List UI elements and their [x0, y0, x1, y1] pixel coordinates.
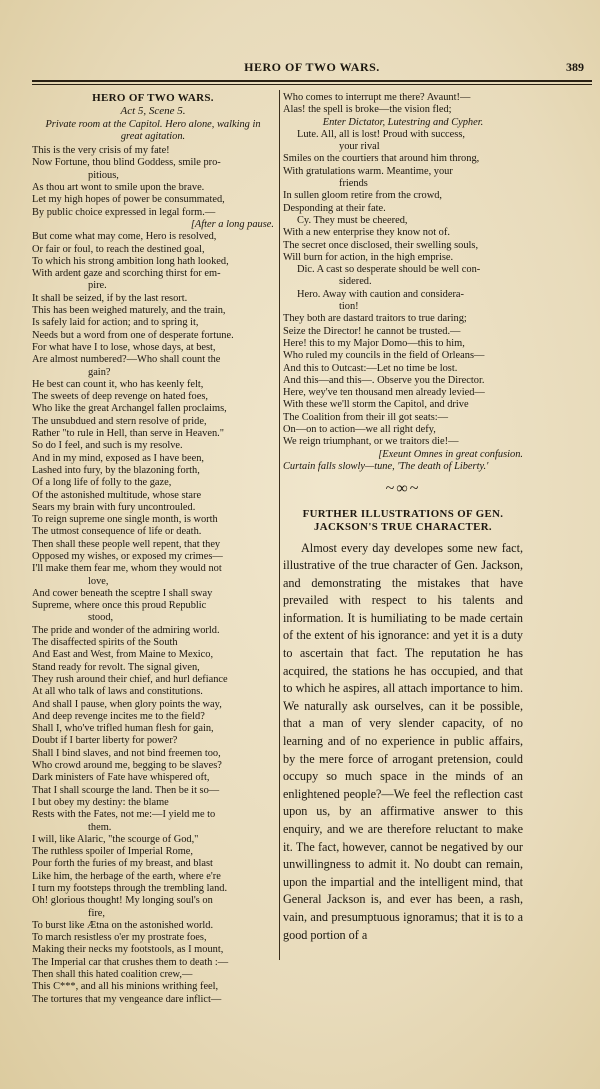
verse-line: Hero. Away with caution and considera-: [297, 288, 464, 300]
article-title-line-1: FURTHER ILLUSTRATIONS OF GEN.: [302, 507, 504, 520]
verse-line: The unsubdued and stern resolve of pride,: [32, 415, 207, 427]
verse-line: pitious,: [88, 169, 119, 181]
article-title-line-2: JACKSON'S TRUE CHARACTER.: [313, 520, 493, 533]
verse-line: Supreme, where once this proud Republic: [32, 600, 207, 612]
verse-line: Seize the Director! he cannot be trusted.—: [283, 325, 461, 337]
verse-line: Dark ministers of Fate have whispered oft,: [32, 772, 210, 784]
verse-line: Curtain falls slowly—tune, 'The death of Liberty.': [283, 460, 489, 472]
verse-line: And this to Outcast:—Let no time be lost.: [283, 362, 458, 374]
verse-line: Now Fortune, thou blind Goddess, smile pro-: [32, 157, 221, 169]
article-title: [283, 508, 523, 534]
verse-line: gain?: [88, 366, 111, 378]
verse-line: By public choice expressed in legal form.—: [32, 206, 216, 218]
verse-line: Then shall these people well repent, that they: [32, 538, 221, 550]
verse-line: Rests with the Fates, not me:—I yield me to: [32, 809, 216, 821]
verse-line: Cy. They must be cheered,: [297, 214, 408, 226]
verse-line: To which his strong ambition long hath looked,: [32, 255, 229, 267]
verse-line: At all who talk of laws and constitutions.: [32, 686, 203, 698]
verse-line: Here, wey've ten thousand men already levied—: [283, 387, 485, 399]
left-column: [32, 92, 274, 1006]
verse-line: Shall I bind slaves, and not bind freemen too,: [32, 747, 221, 759]
verse-line: It shall be seized, if by the last resort.: [32, 292, 188, 304]
verse-line: The Coalition from their ill got seats:—: [283, 411, 449, 423]
verse-line: [Exeunt Omnes in great confusion.: [378, 448, 523, 460]
verse-line: Lashed into fury, by the blazoning forth,: [32, 464, 200, 476]
verse-line: Enter Dictator, Lutestring and Cypher.: [322, 116, 484, 128]
verse-line: So do I feel, and such is my resolve.: [32, 440, 183, 452]
verse-line: Who crowd around me, begging to be slaves?: [32, 760, 222, 772]
verse-lines: [32, 145, 274, 1006]
stage-direction: Private room at the Capitol. Hero alone, walking in great agitation.: [45, 118, 261, 142]
header-rule-thin: [32, 84, 592, 85]
verse-line: With ardent gaze and scorching thirst for em-: [32, 268, 221, 280]
verse-line: And deep revenge incites me to the field?: [32, 710, 205, 722]
verse-line: Rather "to rule in Hell, than serve in Heaven.": [32, 428, 224, 440]
poem-title: HERO OF TWO WARS.: [92, 92, 214, 104]
verse-line: Oh! glorious thought! My longing soul's on: [32, 895, 213, 907]
verse-line: The disaffected spirits of the South: [32, 637, 178, 649]
verse-line: The tortures that my vengeance dare inflict—: [32, 993, 222, 1005]
verse-line: Pour forth the furies of my breast, and blast: [32, 858, 213, 870]
article-paragraph: Almost every day developes some new fact, illustrative of the true character of Gen. Jackson, and demonstrating the mistakes that have prevailed with respect to his talents and information. It is humiliating to be made certain of the extent of his ignorance: and yet it is a duty to ascertain that fact. The reputation he has acquired, the stations he has occupied, and that to which he aspires, all attach importance to him. We naturally ask ourselves, can it be possible, that a man of very slender capacity, of no learning and of no experience in public affairs, by the mere force of arrogant pretension, could occupy so much space in the minds of an enlightened people?—We feel the reflection cast upon us, by an affirmative answer to this enquiry, and we are therefore reluctant to make it. The fact, however, cannot be negatived by our unwillingness to admit it. No doubt can remain, upon the impartial and the intelligent mind, that General Jackson is, and ever has been, a rash, vain, and presumptuous ignoramus; that it is to a good portion of a: [283, 540, 523, 942]
verse-line: But come what may come, Hero is resolved,: [32, 231, 217, 243]
verse-line: For what have I to lose, whose days, at best,: [32, 341, 216, 353]
verse-line: And cower beneath the sceptre I shall sway: [32, 587, 213, 599]
verse-line: As thou art wont to smile upon the brave.: [32, 182, 205, 194]
verse-line: love,: [88, 575, 109, 587]
verse-line: friends: [339, 178, 368, 190]
verse-line: To march resistless o'er my prostrate foes,: [32, 932, 207, 944]
verse-line: I will, like Alaric, "the scourge of God,": [32, 833, 199, 845]
verse-line: your rival: [339, 141, 380, 153]
verse-line: The pride and wonder of the admiring world.: [32, 624, 220, 636]
verse-line: To reign supreme one single month, is worth: [32, 514, 218, 526]
verse-line: Doubt if I barter liberty for power?: [32, 735, 178, 747]
verse-line: That I shall scourge the land. Then be it so—: [32, 784, 220, 796]
verse-line: them.: [88, 821, 112, 833]
verse-lines-continued: [283, 92, 523, 473]
verse-line: The secret once disclosed, their swelling souls,: [283, 239, 479, 251]
verse-line: To burst like Ætna on the astonished world.: [32, 919, 214, 931]
verse-line: Desponding at their fate.: [283, 202, 386, 214]
verse-line: Are almost numbered?—Who shall count the: [32, 354, 221, 366]
verse-line: And in my mind, exposed as I have been,: [32, 452, 204, 464]
verse-line: I turn my footsteps through the trembling land.: [32, 883, 228, 894]
verse-line: tion!: [339, 301, 359, 313]
verse-line: Opposed my wishes, or exposed my crimes—: [32, 550, 223, 562]
verse-line: They both are dastard traitors to true daring;: [283, 313, 467, 325]
verse-line: We reign triumphant, or we traitors die!—: [283, 436, 459, 448]
verse-line: The ruthless spoiler of Imperial Rome,: [32, 846, 194, 858]
right-column: [283, 92, 523, 944]
verse-line: Who ruled my councils in the field of Orleans—: [283, 350, 485, 362]
verse-line: This has been weighed maturely, and the train,: [32, 305, 226, 317]
verse-line: He best can count it, who has keenly felt,: [32, 378, 204, 390]
verse-line: Is safely laid for action; and to spring it,: [32, 317, 199, 329]
verse-line: Shall I, who've trifled human flesh for gain,: [32, 723, 214, 735]
verse-line: Who comes to interrupt me there? Avaunt!—: [283, 92, 471, 103]
verse-line: stood,: [88, 612, 114, 624]
verse-line: And this—and this—. Observe you the Director.: [283, 374, 485, 386]
verse-line: Or fair or foul, to reach the destined goal,: [32, 243, 205, 255]
verse-line: Who like the great Archangel fallen proclaims,: [32, 403, 227, 415]
verse-line: Here! this to my Major Domo—this to him,: [283, 337, 465, 349]
verse-line: [After a long pause.: [190, 218, 274, 230]
act-scene: Act 5, Scene 5.: [120, 105, 186, 118]
verse-line: The Imperial car that crushes them to death :—: [32, 956, 229, 968]
verse-line: And East and West, from Maine to Mexico,: [32, 649, 214, 661]
ornament-divider: ~∞~: [385, 480, 421, 498]
verse-line: Let my high hopes of power be consummated,: [32, 194, 225, 206]
verse-line: In sullen gloom retire from the crowd,: [283, 190, 442, 202]
verse-line: Smiles on the courtiers that around him throng,: [283, 153, 480, 165]
verse-line: This is the very crisis of my fate!: [32, 145, 170, 157]
header-rule: [32, 80, 592, 82]
verse-line: Then shall this hated coalition crew,—: [32, 969, 193, 981]
verse-line: Making their necks my footstools, as I mount,: [32, 944, 224, 956]
verse-line: This C***, and all his minions writhing feel,: [32, 981, 219, 993]
verse-line: Lute. All, all is lost! Proud with success,: [297, 128, 465, 140]
verse-line: I'll make them fear me, whom they would not: [32, 563, 222, 575]
page-number: 389: [566, 60, 584, 74]
article-body: [283, 540, 523, 945]
verse-line: With these we'll storm the Capitol, and drive: [283, 399, 469, 411]
verse-line: Of the astonished multitude, whose stare: [32, 489, 202, 501]
verse-line: pire.: [88, 280, 107, 292]
verse-line: Will burn for action, in the high emprise.: [283, 251, 454, 263]
verse-line: fire,: [88, 907, 106, 919]
verse-line: Dic. A cast so desperate should be well con-: [297, 264, 481, 276]
verse-line: The sweets of deep revenge on hated foes,: [32, 391, 208, 403]
verse-line: Alas! the spell is broke—the vision fled;: [283, 104, 452, 116]
verse-line: With a new enterprise they know not of.: [283, 227, 450, 239]
verse-line: Like him, the herbage of the earth, where e're: [32, 870, 221, 882]
verse-line: With gratulations warm. Meantime, your: [283, 165, 453, 177]
verse-line: Stand ready for revolt. The signal given,: [32, 661, 200, 673]
running-head: [32, 60, 592, 78]
column-divider: [279, 90, 280, 960]
verse-line: Needs but a word from one of desperate fortune.: [32, 329, 234, 341]
verse-line: I but obey my destiny: the blame: [32, 796, 169, 808]
verse-line: And shall I pause, when glory points the way,: [32, 698, 222, 710]
verse-line: On—on to action—we all right defy,: [283, 424, 436, 436]
verse-line: The utmost consequence of life or death.: [32, 526, 202, 538]
verse-line: They rush around their chief, and hurl defiance: [32, 673, 228, 685]
verse-line: Sears my brain with fury uncontrouled.: [32, 501, 196, 513]
running-title: HERO OF TWO WARS.: [244, 60, 380, 74]
verse-line: Of a long life of folly to the gaze,: [32, 477, 172, 489]
verse-line: sidered.: [339, 276, 372, 288]
